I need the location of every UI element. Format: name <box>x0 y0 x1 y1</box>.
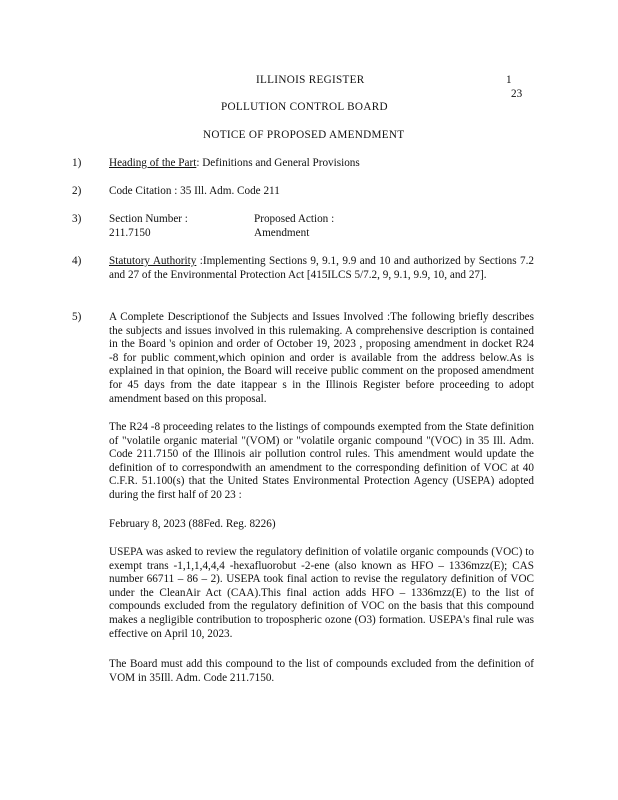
item-statutory-authority <box>109 255 534 282</box>
item-label: Statutory Authority <box>109 255 197 267</box>
item-code-citation: Code Citation : 35 Ill. Adm. Code 211 <box>109 185 280 197</box>
item-text: : Definitions and General Provisions <box>196 157 360 169</box>
notice-title: NOTICE OF PROPOSED AMENDMENT <box>203 129 405 141</box>
item-number: 2) <box>72 185 82 197</box>
page-number: 23 <box>511 88 523 100</box>
section-number-label: Section Number : <box>109 213 188 225</box>
register-title: ILLINOIS REGISTER <box>256 74 365 86</box>
paragraph-date: February 8, 2023 (88Fed. Reg. 8226) <box>109 518 276 530</box>
paragraph-usepa: USEPA was asked to review the regulatory definition of volatile organic compounds (VOC) to exempt trans -1,1,1,4,4,4 -hexafluorobut -2-ene (also known as HFO – 1336mzz(E); CAS number 66711 – 86 – 2). USEPA took final action to revise the regulatory definition of VOC under the CleanAir Act (CAA).This final action adds HFO – 1336mzz(E) to the list of compounds excluded from the regulatory definition of VOC on the basis that this compound makes a negligible contribution to tropospheric ozone (O3) formation. USEPA's final rule was effective on April 10, 2023. <box>109 546 534 640</box>
item-text: :Implementing Sections 9, 9.1, 9.9 and 10 and authorized by Sections 7.2 and 27 of the Environmental Protection Act [415ILCS 5/7.2, 9, 9.1, 9.9, 10, and 27]. <box>109 255 535 281</box>
item-heading-of-part <box>109 157 534 171</box>
paragraph-board: The Board must add this compound to the list of compounds excluded from the definition of VOM in 35Ill. Adm. Code 211.7150. <box>109 658 534 684</box>
paragraph-proceeding: The R24 -8 proceeding relates to the listings of compounds exempted from the State definition of "volatile organic material "(VOM) or "volatile organic compound "(VOC) in 35 Ill. Adm. Code 211.7150 of the Illinois air pollution control rules. This amendment would update the definition of to correspondwith an amendment to the corresponding definition of VOC at 40 C.F.R. 51.100(s) that the United States Environmental Protection Agency (USEPA) adopted during the first half of 20 23 : <box>109 421 534 501</box>
item-description: A Complete Descriptionof the Subjects and Issues Involved :The following briefly describes the subjects and issues involved in this rulemaking. A comprehensive description is contained in the Board 's opinion and order of October 19, 2023 , proposing amendment in docket R24 -8 for public comment,which opinion and order is available from the address below.As is explained in that opinion, the Board will receive public comment on the proposed amendment for 45 days from the date itappear s in the Illinois Register before proceeding to adopt amendment based on this proposal. <box>109 311 534 405</box>
item-number: 1) <box>72 157 82 169</box>
item-number: 4) <box>72 255 82 267</box>
item-number: 5) <box>72 311 82 323</box>
item-label: Heading of the Part <box>109 157 197 169</box>
item-number: 3) <box>72 213 82 225</box>
proposed-action-label: Proposed Action : <box>254 213 335 225</box>
agency-name: POLLUTION CONTROL BOARD <box>221 101 388 113</box>
proposed-action-value: Amendment <box>254 227 310 239</box>
issue-number: 1 <box>506 74 512 86</box>
section-number-value: 211.7150 <box>109 227 151 239</box>
